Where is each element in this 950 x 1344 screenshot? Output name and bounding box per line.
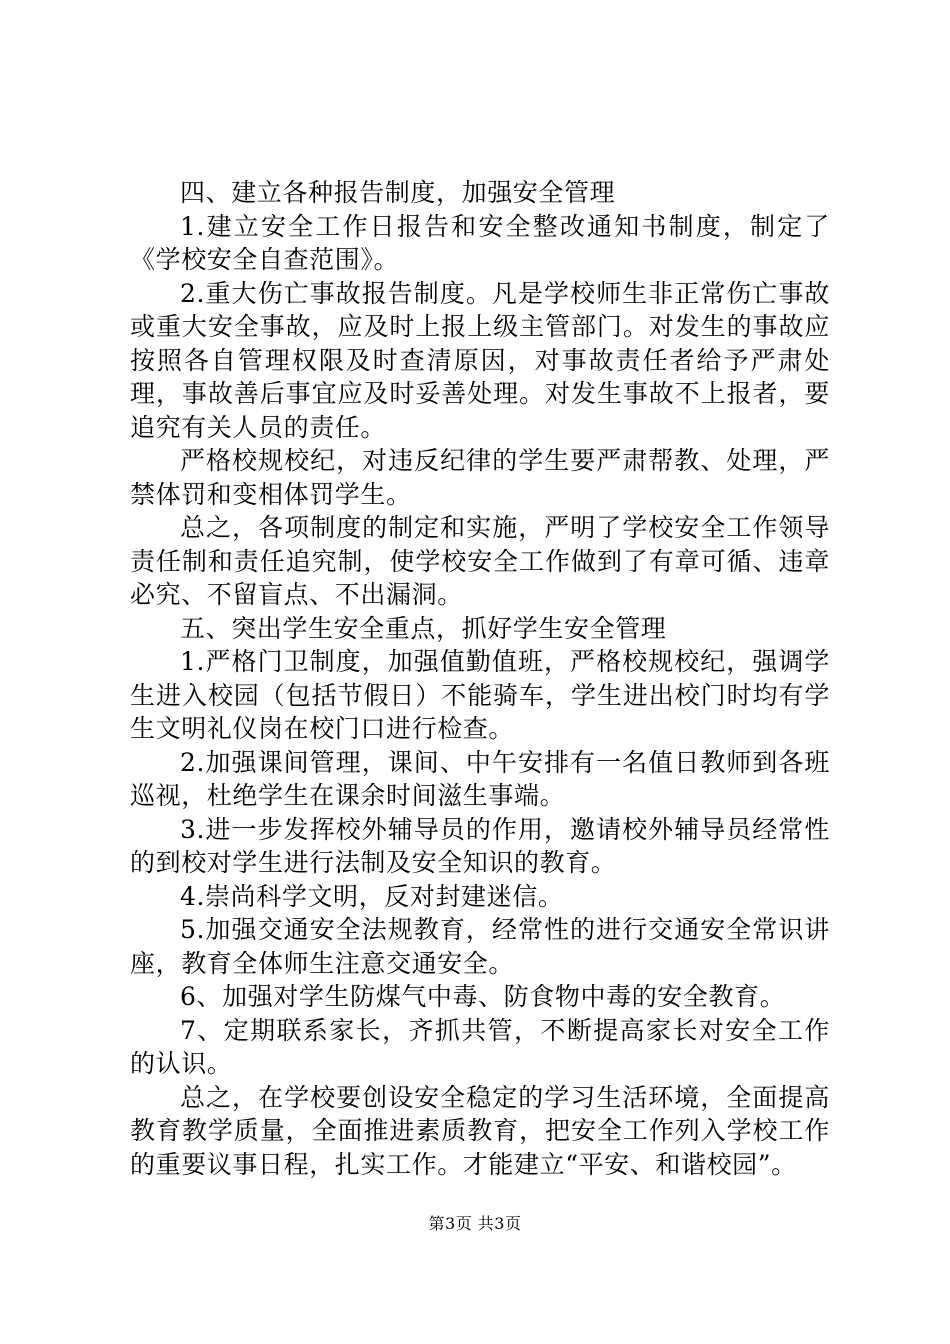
- paragraph: 2.加强课间管理，课间、中午安排有一名值日教师到各班巡视，杜绝学生在课余时间滋生事端。: [130, 747, 830, 810]
- document-body: [130, 176, 830, 1181]
- paragraph: 4.崇尚科学文明，反对封建迷信。: [180, 881, 564, 911]
- paragraph: 总之，在学校要创设安全稳定的学习生活环境，全面提高教育教学质量，全面推进素质教育，把安全工作列入学校工作的重要议事日程，扎实工作。才能建立“平安、和谐校园”。: [130, 1082, 830, 1179]
- page-footer: 第3页 共3页: [428, 1214, 522, 1233]
- section-heading-4: 四、建立各种报告制度，加强安全管理: [180, 178, 616, 207]
- paragraph: 6、加强对学生防煤气中毒、防食物中毒的安全教育。: [180, 982, 786, 1011]
- paragraph: 总之，各项制度的制定和实施，严明了学校安全工作领导责任制和责任追究制，使学校安全工作做到了有章可循、违章必究、不留盲点、不出漏洞。: [130, 513, 830, 609]
- paragraph: 5.加强交通安全法规教育，经常性的进行交通安全常识讲座，教育全体师生注意交通安全。: [130, 915, 830, 978]
- paragraph: 7、定期联系家长，齐抓共管，不断提高家长对安全工作的认识。: [130, 1015, 830, 1078]
- paragraph: 1.建立安全工作日报告和安全整改通知书制度，制定了《学校安全自查范围》。: [130, 211, 830, 274]
- paragraph: 2.重大伤亡事故报告制度。凡是学校师生非正常伤亡事故或重大安全事故，应及时上报上级主管部门。对发生的事故应按照各自管理权限及时查清原因，对事故责任者给予严肃处理，事故善后事宜应及时妥善处理。对发生事故不上报者，要追究有关人员的责任。: [130, 278, 830, 442]
- paragraph: 严格校规校纪，对违反纪律的学生要严肃帮教、处理，严禁体罚和变相体罚学生。: [130, 446, 830, 509]
- paragraph: 1.严格门卫制度，加强值勤值班，严格校规校纪，强调学生进入校园（包括节假日）不能骑车，学生进出校门时均有学生文明礼仪岗在校门口进行检查。: [130, 647, 830, 743]
- section-heading-5: 五、突出学生安全重点，抓好学生安全管理: [180, 613, 667, 643]
- paragraph: 3.进一步发挥校外辅导员的作用，邀请校外辅导员经常性的到校对学生进行法制及安全知识的教育。: [130, 814, 830, 877]
